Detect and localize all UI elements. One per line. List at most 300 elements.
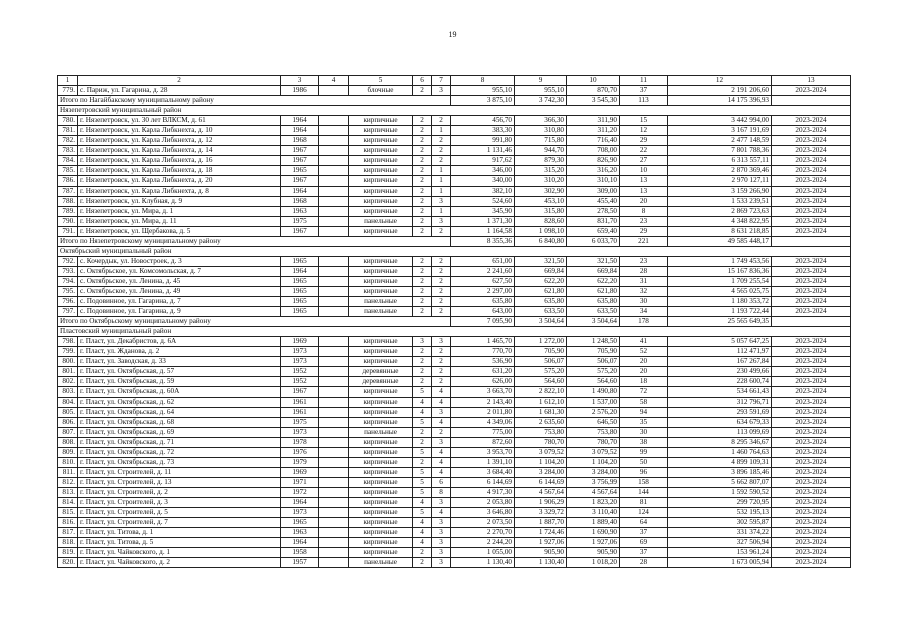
col-year2-cell (319, 367, 349, 377)
col-walls-cell: кирпичные (349, 538, 413, 548)
col-living-area-cell: 621,80 (515, 286, 567, 296)
col-year2-cell (319, 548, 349, 558)
col-num-cell: 780. (58, 116, 78, 126)
col-cost-cell: 634 679,33 (668, 417, 772, 427)
col-cost-cell: 4 565 025,75 (668, 286, 772, 296)
col-residents-cell: 37 (620, 528, 668, 538)
col-num-cell: 786. (58, 176, 78, 186)
table-row (58, 387, 851, 397)
col-address-cell: с. Подовинное, ул. Гагарина, д. 9 (78, 307, 281, 317)
header-col-residents: 11 (620, 76, 668, 86)
col-cost-cell: 327 506,94 (668, 538, 772, 548)
total-label: Итого по Нязепетровскому муниципальному району (58, 236, 451, 246)
col-walls-cell: кирпичные (349, 166, 413, 176)
col-floors-cell: 2 (413, 196, 432, 206)
col-cost-cell: 293 591,69 (668, 407, 772, 417)
col-year2-cell (319, 377, 349, 387)
col-address-cell: г. Нязепетровск, ул. Карла Либкнехта, д. 12 (78, 136, 281, 146)
col-period-cell: 2023-2024 (772, 558, 851, 568)
table-row (58, 186, 851, 196)
col-living-area-cell: 1 927,06 (515, 538, 567, 548)
col-floors-cell: 2 (413, 176, 432, 186)
col-total-area-cell: 1 391,10 (451, 457, 515, 467)
col-living-area-cell: 506,07 (515, 357, 567, 367)
col-floors-cell: 5 (413, 467, 432, 477)
col-entrances-cell: 1 (432, 186, 451, 196)
col-num-cell: 788. (58, 196, 78, 206)
col-living-area-cell: 1 724,46 (515, 528, 567, 538)
col-entrances-cell: 2 (432, 156, 451, 166)
table-row (58, 437, 851, 447)
table-row (58, 397, 851, 407)
col-total-area-cell: 1 371,30 (451, 216, 515, 226)
col-residents-cell: 50 (620, 457, 668, 467)
col-period-cell: 2023-2024 (772, 347, 851, 357)
col-year-cell: 1961 (281, 407, 319, 417)
col-year2-cell (319, 407, 349, 417)
table-row (58, 538, 851, 548)
col-year2-cell (319, 457, 349, 467)
total-period-cell (772, 236, 851, 246)
col-entrances-cell: 3 (432, 558, 451, 568)
col-walls-cell: кирпичные (349, 156, 413, 166)
total-residential-area-cell: 3 504,64 (567, 317, 620, 327)
col-floors-cell: 2 (413, 437, 432, 447)
col-total-area-cell: 651,00 (451, 256, 515, 266)
col-entrances-cell: 4 (432, 417, 451, 427)
col-entrances-cell: 3 (432, 337, 451, 347)
col-year-cell: 1952 (281, 377, 319, 387)
table-row (58, 487, 851, 497)
col-cost-cell: 15 167 836,36 (668, 266, 772, 276)
col-residential-area-cell: 3 110,40 (567, 508, 620, 518)
col-residential-area-cell: 4 567,64 (567, 487, 620, 497)
col-residential-area-cell: 316,20 (567, 166, 620, 176)
col-address-cell: г. Пласт, ул. Строителей, д. 5 (78, 508, 281, 518)
col-residents-cell: 64 (620, 518, 668, 528)
col-floors-cell: 2 (413, 266, 432, 276)
col-walls-cell: кирпичные (349, 196, 413, 206)
col-entrances-cell: 2 (432, 226, 451, 236)
col-residents-cell: 23 (620, 216, 668, 226)
col-residential-area-cell: 753,80 (567, 427, 620, 437)
col-floors-cell: 4 (413, 497, 432, 507)
col-year2-cell (319, 347, 349, 357)
col-residents-cell: 72 (620, 387, 668, 397)
col-cost-cell: 1 709 255,54 (668, 276, 772, 286)
col-living-area-cell: 1 887,70 (515, 518, 567, 528)
col-year2-cell (319, 528, 349, 538)
col-floors-cell: 2 (413, 146, 432, 156)
col-residents-cell: 96 (620, 467, 668, 477)
col-cost-cell: 302 595,87 (668, 518, 772, 528)
col-year2-cell (319, 508, 349, 518)
table-row (58, 497, 851, 507)
col-num-cell: 802. (58, 377, 78, 387)
col-total-area-cell: 4 917,30 (451, 487, 515, 497)
col-cost-cell: 1 673 005,94 (668, 558, 772, 568)
col-residential-area-cell: 1 823,20 (567, 497, 620, 507)
col-walls-cell: кирпичные (349, 337, 413, 347)
col-num-cell: 810. (58, 457, 78, 467)
col-residents-cell: 28 (620, 558, 668, 568)
col-walls-cell: кирпичные (349, 176, 413, 186)
col-residential-area-cell: 3 079,52 (567, 447, 620, 457)
col-floors-cell: 4 (413, 397, 432, 407)
col-period-cell: 2023-2024 (772, 256, 851, 266)
table-row (58, 226, 851, 236)
col-residents-cell: 99 (620, 447, 668, 457)
col-residents-cell: 27 (620, 156, 668, 166)
col-period-cell: 2023-2024 (772, 307, 851, 317)
col-year2-cell (319, 397, 349, 407)
col-living-area-cell: 302,90 (515, 186, 567, 196)
col-entrances-cell: 4 (432, 387, 451, 397)
col-year-cell: 1967 (281, 176, 319, 186)
col-residential-area-cell: 564,60 (567, 377, 620, 387)
col-walls-cell: кирпичные (349, 518, 413, 528)
col-total-area-cell: 4 349,06 (451, 417, 515, 427)
col-year2-cell (319, 427, 349, 437)
col-num-cell: 818. (58, 538, 78, 548)
col-residents-cell: 12 (620, 126, 668, 136)
col-cost-cell: 6 313 557,11 (668, 156, 772, 166)
section-title: Октябрьский муниципальный район (58, 246, 851, 256)
col-entrances-cell: 2 (432, 256, 451, 266)
col-address-cell: г. Пласт, ул. Строителей, д. 13 (78, 477, 281, 487)
col-residential-area-cell: 1 537,00 (567, 397, 620, 407)
col-cost-cell: 3 896 185,46 (668, 467, 772, 477)
section-row (58, 246, 851, 256)
col-total-area-cell: 955,10 (451, 86, 515, 96)
col-address-cell: г. Пласт, ул. Строителей, д. 11 (78, 467, 281, 477)
col-address-cell: г. Нязепетровск, ул. Карла Либкнехта, д. 8 (78, 186, 281, 196)
col-year-cell: 1964 (281, 116, 319, 126)
col-num-cell: 819. (58, 548, 78, 558)
col-total-area-cell: 635,80 (451, 297, 515, 307)
col-floors-cell: 4 (413, 518, 432, 528)
col-num-cell: 804. (58, 397, 78, 407)
col-period-cell: 2023-2024 (772, 156, 851, 166)
table-row (58, 86, 851, 96)
col-year2-cell (319, 156, 349, 166)
col-address-cell: с. Октябрьское, ул. Ленина, д. 49 (78, 286, 281, 296)
col-num-cell: 811. (58, 467, 78, 477)
col-walls-cell: кирпичные (349, 276, 413, 286)
col-cost-cell: 8 295 346,67 (668, 437, 772, 447)
col-entrances-cell: 3 (432, 407, 451, 417)
col-year-cell: 1965 (281, 166, 319, 176)
table-row (58, 256, 851, 266)
col-cost-cell: 3 167 191,69 (668, 126, 772, 136)
col-period-cell: 2023-2024 (772, 477, 851, 487)
col-floors-cell: 2 (413, 186, 432, 196)
table-row (58, 307, 851, 317)
col-total-area-cell: 872,60 (451, 437, 515, 447)
col-year-cell: 1967 (281, 387, 319, 397)
col-residents-cell: 41 (620, 337, 668, 347)
col-residents-cell: 29 (620, 226, 668, 236)
col-living-area-cell: 622,20 (515, 276, 567, 286)
total-label: Итого по Октябрьскому муниципальному району (58, 317, 451, 327)
col-num-cell: 796. (58, 297, 78, 307)
col-period-cell: 2023-2024 (772, 407, 851, 417)
col-walls-cell: кирпичные (349, 206, 413, 216)
col-floors-cell: 2 (413, 256, 432, 266)
col-residential-area-cell: 2 576,20 (567, 407, 620, 417)
col-address-cell: с. Октябрьское, ул. Ленина, д. 45 (78, 276, 281, 286)
col-total-area-cell: 627,50 (451, 276, 515, 286)
table-row (58, 467, 851, 477)
col-year-cell: 1967 (281, 146, 319, 156)
col-residents-cell: 38 (620, 437, 668, 447)
col-residents-cell: 81 (620, 497, 668, 507)
col-floors-cell: 2 (413, 347, 432, 357)
col-entrances-cell: 3 (432, 497, 451, 507)
table-row (58, 196, 851, 206)
col-residents-cell: 23 (620, 256, 668, 266)
col-living-area-cell: 1 272,00 (515, 337, 567, 347)
col-year2-cell (319, 286, 349, 296)
col-year-cell: 1963 (281, 206, 319, 216)
col-walls-cell: кирпичные (349, 116, 413, 126)
col-address-cell: с. Кочердык, ул. Новостроек, д. 3 (78, 256, 281, 266)
col-residential-area-cell: 575,20 (567, 367, 620, 377)
col-year-cell: 1965 (281, 276, 319, 286)
col-period-cell: 2023-2024 (772, 166, 851, 176)
col-floors-cell: 5 (413, 508, 432, 518)
col-walls-cell: кирпичные (349, 226, 413, 236)
col-cost-cell: 1 460 764,63 (668, 447, 772, 457)
col-year2-cell (319, 216, 349, 226)
col-year2-cell (319, 487, 349, 497)
col-living-area-cell: 6 144,69 (515, 477, 567, 487)
col-floors-cell: 2 (413, 276, 432, 286)
col-total-area-cell: 346,00 (451, 166, 515, 176)
col-year-cell: 1964 (281, 266, 319, 276)
col-residents-cell: 20 (620, 357, 668, 367)
table-row (58, 266, 851, 276)
col-residential-area-cell: 870,70 (567, 86, 620, 96)
col-residential-area-cell: 1 490,80 (567, 387, 620, 397)
col-walls-cell: кирпичные (349, 186, 413, 196)
col-total-area-cell: 2 053,80 (451, 497, 515, 507)
col-address-cell: г. Пласт, ул. Октябрьская, д. 72 (78, 447, 281, 457)
col-year-cell: 1975 (281, 417, 319, 427)
col-year-cell: 1969 (281, 337, 319, 347)
col-year-cell: 1971 (281, 477, 319, 487)
col-residential-area-cell: 705,90 (567, 347, 620, 357)
col-total-area-cell: 2 073,50 (451, 518, 515, 528)
col-residential-area-cell: 278,50 (567, 206, 620, 216)
table-row (58, 136, 851, 146)
col-walls-cell: кирпичные (349, 347, 413, 357)
col-living-area-cell: 944,70 (515, 146, 567, 156)
col-entrances-cell: 4 (432, 397, 451, 407)
col-residents-cell: 37 (620, 86, 668, 96)
table-row (58, 146, 851, 156)
col-entrances-cell: 3 (432, 196, 451, 206)
col-address-cell: г. Пласт, ул. Строителей, д. 7 (78, 518, 281, 528)
col-year-cell: 1961 (281, 397, 319, 407)
col-total-area-cell: 382,10 (451, 186, 515, 196)
col-residents-cell: 58 (620, 397, 668, 407)
total-period-cell (772, 317, 851, 327)
col-year-cell: 1968 (281, 196, 319, 206)
col-period-cell: 2023-2024 (772, 417, 851, 427)
col-year-cell: 1978 (281, 437, 319, 447)
col-residential-area-cell: 635,80 (567, 297, 620, 307)
col-floors-cell: 2 (413, 86, 432, 96)
col-residents-cell: 52 (620, 347, 668, 357)
col-period-cell: 2023-2024 (772, 116, 851, 126)
col-num-cell: 784. (58, 156, 78, 166)
col-residential-area-cell: 321,50 (567, 256, 620, 266)
col-year-cell: 1964 (281, 126, 319, 136)
col-residential-area-cell: 633,50 (567, 307, 620, 317)
col-num-cell: 789. (58, 206, 78, 216)
col-num-cell: 793. (58, 266, 78, 276)
col-floors-cell: 5 (413, 477, 432, 487)
col-year2-cell (319, 206, 349, 216)
col-year2-cell (319, 86, 349, 96)
total-area-cell: 3 875,10 (451, 96, 515, 106)
col-period-cell: 2023-2024 (772, 437, 851, 447)
table-row (58, 216, 851, 226)
col-year-cell: 1964 (281, 497, 319, 507)
col-period-cell: 2023-2024 (772, 276, 851, 286)
col-address-cell: г. Пласт, ул. Октябрьская, д. 69 (78, 427, 281, 437)
col-address-cell: г. Нязепетровск, ул. Щербакова, д. 5 (78, 226, 281, 236)
col-address-cell: г. Нязепетровск, ул. Карла Либкнехта, д. 10 (78, 126, 281, 136)
col-total-area-cell: 2 244,20 (451, 538, 515, 548)
col-entrances-cell: 4 (432, 447, 451, 457)
col-living-area-cell: 3 284,00 (515, 467, 567, 477)
col-total-area-cell: 775,00 (451, 427, 515, 437)
table-header-row (58, 76, 851, 86)
col-residents-cell: 20 (620, 367, 668, 377)
col-period-cell: 2023-2024 (772, 86, 851, 96)
col-living-area-cell: 780,70 (515, 437, 567, 447)
col-year-cell: 1986 (281, 86, 319, 96)
col-year-cell: 1973 (281, 357, 319, 367)
col-entrances-cell: 3 (432, 528, 451, 538)
col-walls-cell: кирпичные (349, 457, 413, 467)
table-row (58, 156, 851, 166)
col-floors-cell: 2 (413, 427, 432, 437)
col-total-area-cell: 524,60 (451, 196, 515, 206)
col-walls-cell: деревянные (349, 367, 413, 377)
col-address-cell: г. Нязепетровск, ул. Мира, д. 1 (78, 206, 281, 216)
col-entrances-cell: 1 (432, 206, 451, 216)
col-num-cell: 806. (58, 417, 78, 427)
col-cost-cell: 532 195,13 (668, 508, 772, 518)
col-year2-cell (319, 276, 349, 286)
col-year-cell: 1965 (281, 297, 319, 307)
col-num-cell: 787. (58, 186, 78, 196)
col-address-cell: г. Нязепетровск, ул. Клубная, д. 9 (78, 196, 281, 206)
col-num-cell: 801. (58, 367, 78, 377)
col-entrances-cell: 1 (432, 176, 451, 186)
col-total-area-cell: 3 663,70 (451, 387, 515, 397)
col-floors-cell: 5 (413, 447, 432, 457)
header-col-num: 1 (58, 76, 78, 86)
col-cost-cell: 1 533 239,51 (668, 196, 772, 206)
col-entrances-cell: 4 (432, 508, 451, 518)
col-walls-cell: кирпичные (349, 508, 413, 518)
col-period-cell: 2023-2024 (772, 136, 851, 146)
col-period-cell: 2023-2024 (772, 367, 851, 377)
total-cost-cell: 25 565 649,35 (668, 317, 772, 327)
col-address-cell: г. Пласт, ул. Декабристов, д. 6А (78, 337, 281, 347)
col-year2-cell (319, 166, 349, 176)
col-num-cell: 814. (58, 497, 78, 507)
col-living-area-cell: 3 079,52 (515, 447, 567, 457)
col-total-area-cell: 3 646,80 (451, 508, 515, 518)
col-residents-cell: 158 (620, 477, 668, 487)
header-col-year: 3 (281, 76, 319, 86)
table-row (58, 427, 851, 437)
col-total-area-cell: 1 465,70 (451, 337, 515, 347)
col-year-cell: 1958 (281, 548, 319, 558)
col-total-area-cell: 1 055,00 (451, 548, 515, 558)
col-total-area-cell: 1 130,40 (451, 558, 515, 568)
col-cost-cell: 5 057 647,25 (668, 337, 772, 347)
col-year-cell: 1952 (281, 367, 319, 377)
total-cost-cell: 14 175 396,93 (668, 96, 772, 106)
col-num-cell: 797. (58, 307, 78, 317)
col-entrances-cell: 2 (432, 377, 451, 387)
col-address-cell: г. Нязепетровск, ул. 30 лет ВЛКСМ, д. 61 (78, 116, 281, 126)
table-row (58, 477, 851, 487)
col-address-cell: г. Нязепетровск, ул. Карла Либкнехта, д. 18 (78, 166, 281, 176)
table-row (58, 508, 851, 518)
col-year2-cell (319, 186, 349, 196)
col-period-cell: 2023-2024 (772, 508, 851, 518)
col-living-area-cell: 575,20 (515, 367, 567, 377)
header-col-cost: 12 (668, 76, 772, 86)
col-cost-cell: 167 267,84 (668, 357, 772, 367)
table-row (58, 297, 851, 307)
col-num-cell: 803. (58, 387, 78, 397)
table-body (58, 76, 851, 568)
col-living-area-cell: 310,20 (515, 176, 567, 186)
col-num-cell: 816. (58, 518, 78, 528)
col-num-cell: 809. (58, 447, 78, 457)
col-year-cell: 1973 (281, 508, 319, 518)
col-year2-cell (319, 297, 349, 307)
col-walls-cell: кирпичные (349, 447, 413, 457)
col-num-cell: 792. (58, 256, 78, 266)
col-cost-cell: 2 870 369,46 (668, 166, 772, 176)
col-floors-cell: 5 (413, 417, 432, 427)
col-entrances-cell: 2 (432, 136, 451, 146)
col-num-cell: 820. (58, 558, 78, 568)
col-num-cell: 795. (58, 286, 78, 296)
col-year-cell: 1972 (281, 487, 319, 497)
col-period-cell: 2023-2024 (772, 357, 851, 367)
col-floors-cell: 5 (413, 487, 432, 497)
col-residential-area-cell: 708,00 (567, 146, 620, 156)
header-col-residential-area: 10 (567, 76, 620, 86)
col-year2-cell (319, 256, 349, 266)
total-label: Итого по Нагайбакскому муниципальному району (58, 96, 451, 106)
table-row (58, 286, 851, 296)
col-entrances-cell: 3 (432, 437, 451, 447)
col-residential-area-cell: 3 756,99 (567, 477, 620, 487)
col-year-cell: 1976 (281, 447, 319, 457)
col-floors-cell: 5 (413, 387, 432, 397)
